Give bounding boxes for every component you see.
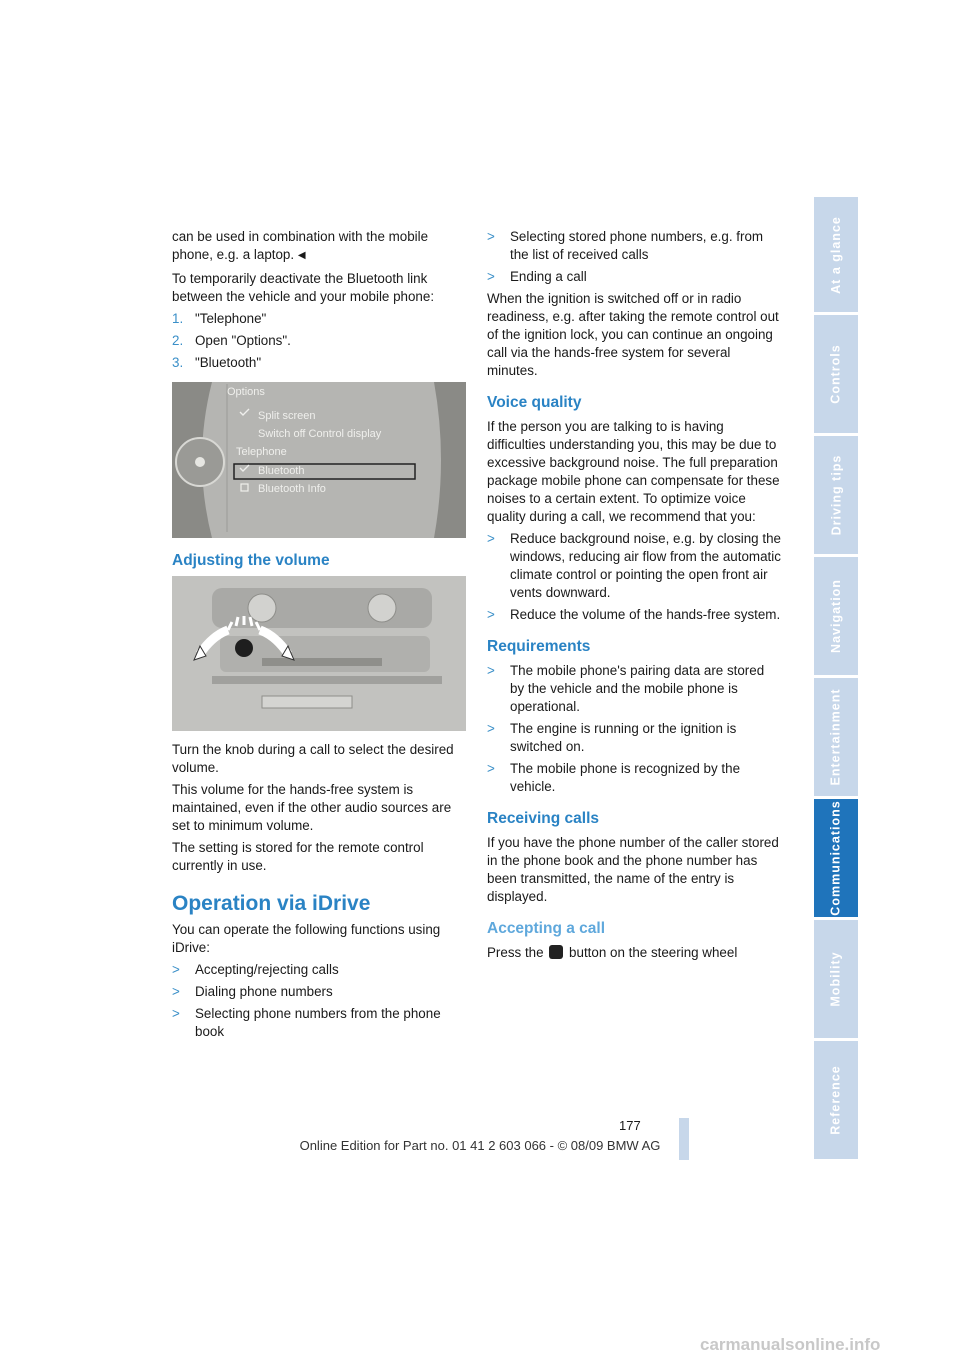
voice-bullet-2: > Reduce the volume of the hands-free system.: [487, 607, 781, 622]
voice-quality-heading: Voice quality: [487, 394, 582, 411]
phone-button-icon: [549, 945, 563, 959]
volume-paragraph-2: This volume for the hands-free system is maintained, even if the other audio sources are set to minimum volume.: [172, 782, 452, 833]
intro-paragraph: can be used in combination with the mobile phone, e.g. a laptop. ◀: [172, 228, 466, 266]
volume-knob-figure: [172, 576, 466, 731]
screen-row-bluetooth: Bluetooth: [258, 465, 305, 477]
accepting-call-paragraph: Press the button on the steering wheel: [487, 945, 738, 960]
step-2: 2. Open "Options".: [172, 333, 291, 348]
end-mark-icon: ◀: [297, 250, 306, 261]
idrive-bullet-2: > Dialing phone numbers: [172, 984, 333, 999]
tab-mobility[interactable]: Mobility: [814, 920, 858, 1038]
screen-row-switch-off: Switch off Control display: [258, 428, 382, 440]
receiving-calls-paragraph: If you have the phone number of the caller stored in the phone book and the phone number has been transmitted, the name of the entry is displayed.: [487, 835, 779, 904]
footer-edition: Online Edition for Part no. 01 41 2 603 066 - © 08/09 BMW AG: [299, 1138, 661, 1153]
req-bullet-1: > The mobile phone's pairing data are stored by the vehicle and the mobile phone is operational.: [487, 663, 765, 714]
receiving-calls-heading: Receiving calls: [487, 810, 600, 827]
tab-entertainment[interactable]: Entertainment: [814, 678, 858, 796]
voice-quality-paragraph: If the person you are talking to is having difficulties understanding you, this may be due to excessive background noise. The full preparation package mobile phone can compensate for these noises to a certain extent. To optimize voice quality during a call, we recommend that you:: [487, 419, 780, 524]
req-bullet-3: > The mobile phone is recognized by the vehicle.: [487, 761, 741, 794]
options-screen-image: [172, 382, 466, 538]
accepting-call-heading: Accepting a call: [487, 920, 606, 937]
volume-heading: Adjusting the volume: [172, 552, 330, 569]
right-column: [487, 228, 781, 966]
volume-knob-image: [172, 576, 466, 731]
options-screen-figure: [172, 382, 466, 538]
step-1: 1. "Telephone": [172, 311, 267, 326]
idrive-bullet-3: > Selecting phone numbers from the phone book: [172, 1006, 441, 1039]
screen-row-split: Split screen: [258, 410, 316, 422]
volume-paragraph-3: The setting is stored for the remote control currently in use.: [172, 840, 424, 873]
step-3: 3. "Bluetooth": [172, 355, 262, 370]
page-number: 177: [619, 1118, 641, 1133]
tab-reference[interactable]: Reference: [814, 1041, 858, 1159]
tab-communications[interactable]: Communications: [814, 799, 858, 917]
voice-bullet-1: > Reduce background noise, e.g. by closing the windows, reducing air flow from the automatic climate control or pointing the open front air vents downward.: [487, 531, 781, 600]
chapter-sidebar: [814, 197, 858, 1162]
idrive-intro: You can operate the following functions using iDrive:: [172, 922, 441, 955]
watermark: carmanualsonline.info: [700, 1335, 881, 1354]
tab-controls[interactable]: Controls: [814, 315, 858, 433]
idrive-bullet-4: > Selecting stored phone numbers, e.g. from the list of received calls: [487, 229, 764, 262]
idrive-bullet-5: > Ending a call: [487, 269, 587, 284]
screen-title: Options: [227, 386, 265, 398]
ignition-paragraph: When the ignition is switched off or in radio readiness, e.g. after taking the remote control out of the ignition lock, you can continue an ongoing call via the hands-free system for several minutes.: [487, 291, 779, 378]
volume-paragraph-1: Turn the knob during a call to select the desired volume.: [172, 742, 454, 775]
deactivate-paragraph: To temporarily deactivate the Bluetooth link between the vehicle and your mobile phone:: [172, 271, 435, 304]
tab-driving-tips[interactable]: Driving tips: [814, 436, 858, 554]
left-column: [172, 228, 466, 1045]
tab-navigation[interactable]: Navigation: [814, 557, 858, 675]
requirements-heading: Requirements: [487, 638, 591, 655]
tab-at-a-glance[interactable]: At a glance: [814, 197, 858, 312]
screen-row-telephone: Telephone: [236, 446, 287, 458]
screen-row-bluetooth-info: Bluetooth Info: [258, 483, 326, 495]
idrive-heading: Operation via iDrive: [172, 892, 371, 915]
req-bullet-2: > The engine is running or the ignition is switched on.: [487, 721, 737, 754]
idrive-bullet-1: > Accepting/rejecting calls: [172, 962, 339, 977]
